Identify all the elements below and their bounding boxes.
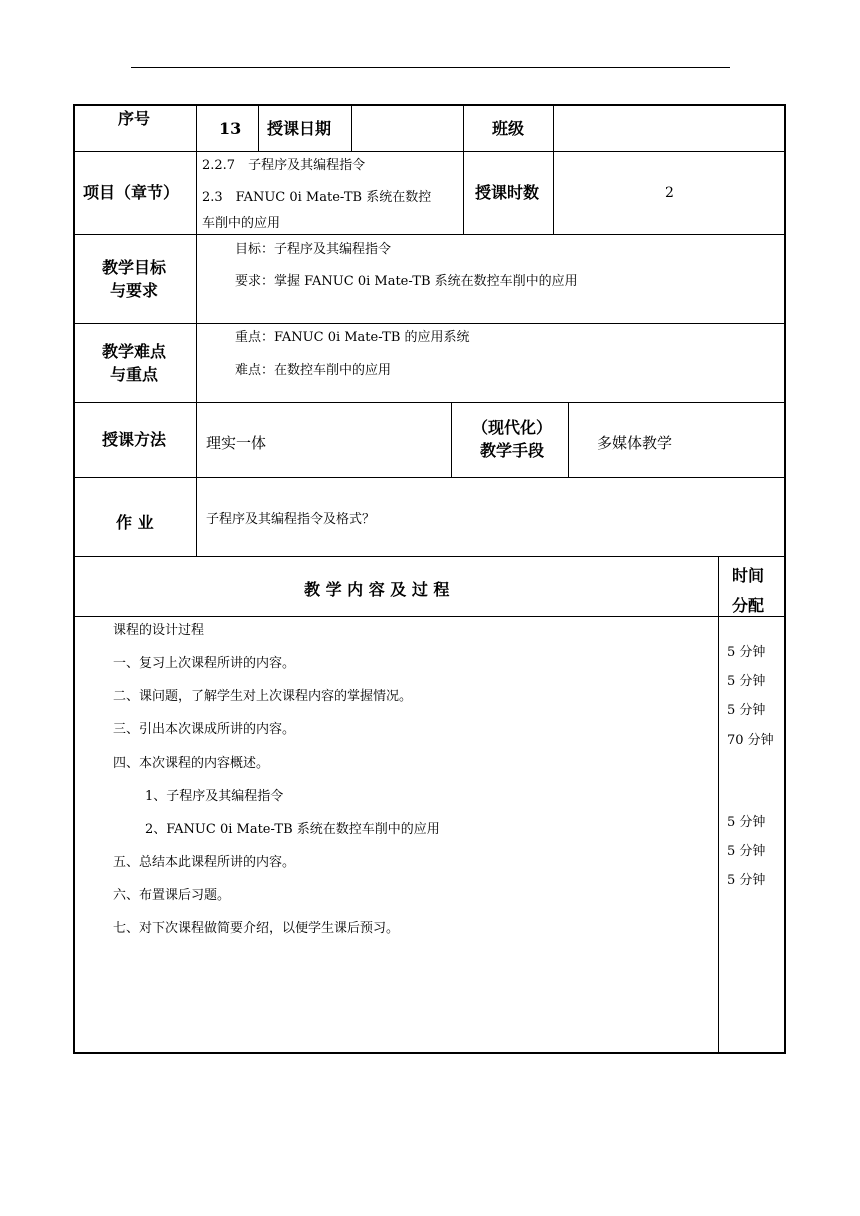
row-divider [73, 323, 786, 324]
content-line: 六、布置课后习题。 [113, 888, 231, 903]
col-divider [718, 556, 719, 1054]
content-line: 三、引出本次课成所讲的内容。 [113, 722, 296, 737]
focus-label-line-2: 与重点 [110, 365, 159, 384]
time-entry: 70 分钟 [727, 733, 774, 748]
col-divider [451, 402, 452, 477]
key-point-text: 重点：FANUC 0i Mate-TB 的应用系统 [235, 330, 470, 345]
row-divider [73, 556, 786, 557]
content-line: 四、本次课程的内容概述。 [113, 756, 270, 771]
class-label: 班级 [492, 119, 525, 138]
content-line: 1、子程序及其编程指令 [145, 789, 284, 804]
col-divider [258, 104, 259, 151]
col-divider [351, 104, 352, 151]
table-frame [73, 104, 786, 1054]
header-rule [131, 67, 730, 68]
col-divider [463, 104, 464, 234]
content-line: 七、对下次课程做简要介绍，以便学生课后预习。 [113, 921, 400, 936]
time-heading-line-2: 分配 [732, 596, 765, 615]
requirement-text: 要求：掌握 FANUC 0i Mate-TB 系统在数控车削中的应用 [235, 274, 578, 289]
hours-label: 授课时数 [475, 183, 540, 202]
col-divider [196, 104, 197, 556]
seq-value: 13 [219, 119, 242, 138]
difficulty-text: 难点：在数控车削中的应用 [235, 363, 392, 378]
homework-value: 子程序及其编程指令及格式？ [206, 512, 376, 527]
content-line: 2、FANUC 0i Mate-TB 系统在数控车削中的应用 [145, 822, 440, 837]
seq-label: 序号 [118, 109, 151, 128]
homework-label: 作 业 [116, 513, 154, 532]
goals-label-line-1: 教学目标 [102, 258, 167, 277]
row-divider [73, 402, 786, 403]
means-label-line-1: （现代化） [472, 418, 553, 437]
time-entry: 5 分钟 [727, 873, 766, 888]
date-label: 授课日期 [267, 119, 332, 138]
focus-label-line-1: 教学难点 [102, 342, 167, 361]
time-heading-line-1: 时间 [732, 566, 765, 585]
row-divider [73, 151, 786, 152]
content-line: 课程的设计过程 [113, 623, 205, 638]
goal-text: 目标：子程序及其编程指令 [235, 242, 392, 257]
time-entry: 5 分钟 [727, 645, 766, 660]
time-entry: 5 分钟 [727, 674, 766, 689]
content-line: 二、课问题，了解学生对上次课程内容的掌握情况。 [113, 689, 413, 704]
project-line-3: 车削中的应用 [202, 216, 281, 231]
means-value: 多媒体教学 [597, 434, 673, 452]
row-divider [73, 616, 786, 617]
project-line-1: 2.2.7 子程序及其编程指令 [202, 158, 366, 173]
project-line-2: 2.3 FANUC 0i Mate-TB 系统在数控 [202, 190, 432, 205]
col-divider [553, 104, 554, 234]
goals-label-line-2: 与要求 [110, 281, 159, 300]
content-heading: 教 学 内 容 及 过 程 [304, 580, 450, 599]
time-entry: 5 分钟 [727, 703, 766, 718]
col-divider [568, 402, 569, 477]
method-value: 理实一体 [206, 434, 267, 452]
row-divider [73, 234, 786, 235]
means-label-line-2: 教学手段 [480, 441, 545, 460]
hours-value: 2 [665, 185, 674, 201]
content-line: 五、总结本此课程所讲的内容。 [113, 855, 296, 870]
time-entry: 5 分钟 [727, 815, 766, 830]
method-label: 授课方法 [102, 430, 167, 449]
content-line: 一、复习上次课程所讲的内容。 [113, 656, 296, 671]
time-entry: 5 分钟 [727, 844, 766, 859]
row-divider [73, 477, 786, 478]
project-label: 项目（章节） [83, 183, 180, 202]
